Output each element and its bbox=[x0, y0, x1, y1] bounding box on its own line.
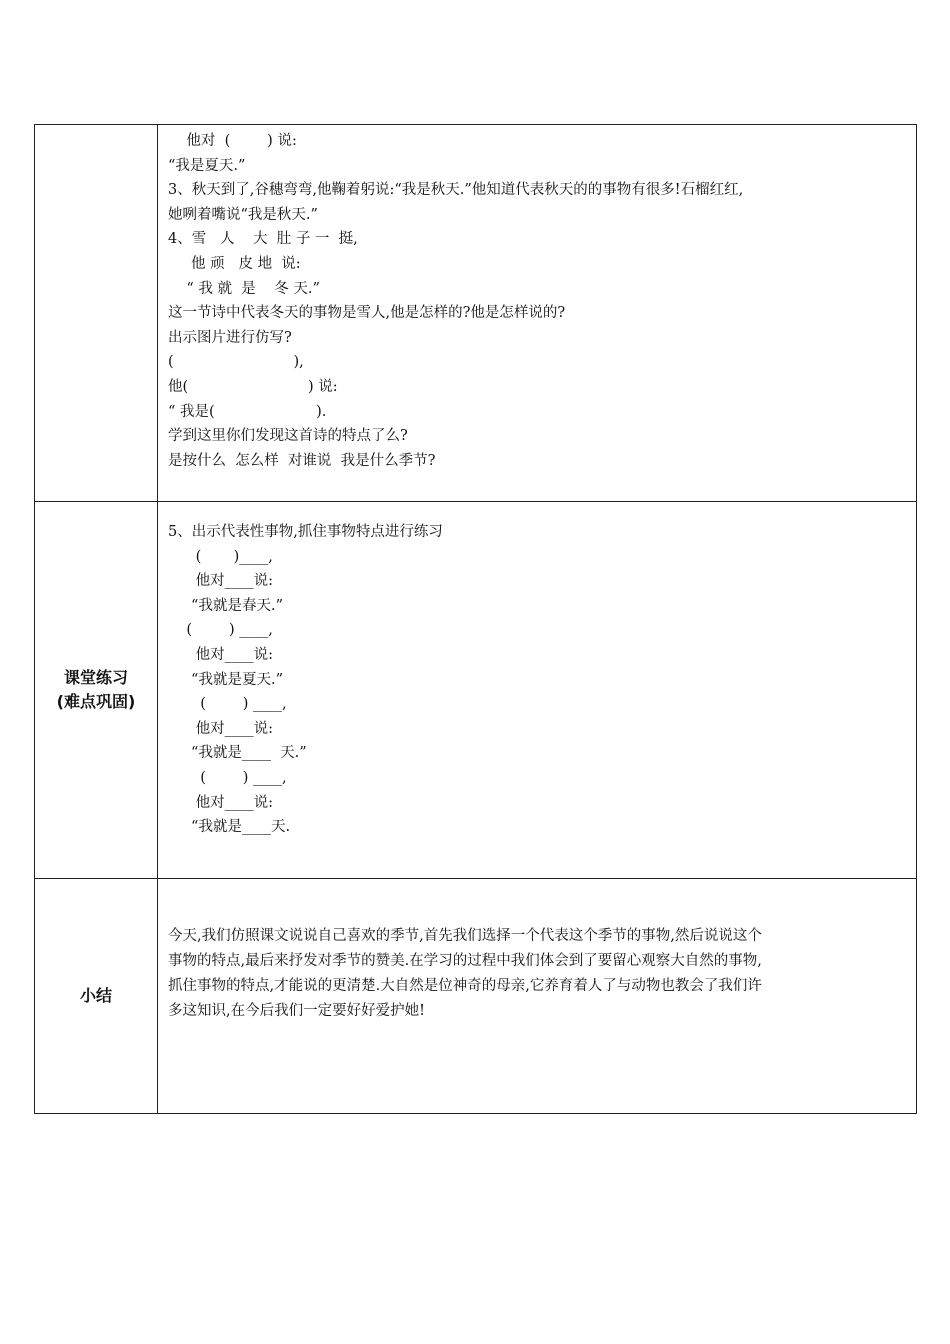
table-row bbox=[35, 125, 917, 502]
label-line: 课堂练习 bbox=[63, 668, 128, 687]
text-line: 他对 ( ) 说: bbox=[168, 133, 297, 149]
text-line: “我就是____ 天.” bbox=[168, 745, 307, 762]
text-line: 今天,我们仿照课文说说自己喜欢的季节,首先我们选择一个代表这个季节的事物,然后说说这个 bbox=[168, 928, 762, 944]
text-line: 他( ) 说: bbox=[168, 378, 338, 395]
row-label-summary: 小结 bbox=[35, 879, 158, 1114]
text-line: “我是夏天.” bbox=[168, 157, 246, 174]
text-line: 他对____说: bbox=[168, 720, 274, 737]
text-line: 他 顽 皮 地 说: bbox=[168, 255, 301, 272]
text-line: ( ) ____, bbox=[168, 622, 273, 639]
text-line: ( ), bbox=[168, 354, 304, 371]
text-line: 学到这里你们发现这首诗的特点了么? bbox=[168, 428, 408, 445]
text-line: 5、出示代表性事物,抓住事物特点进行练习 bbox=[168, 524, 443, 540]
text-line: 多这知识,在今后我们一定要好好爱护她! bbox=[168, 1003, 425, 1019]
text-line: ( ) ____, bbox=[168, 696, 287, 713]
text-line: 他对____说: bbox=[168, 573, 274, 590]
text-line: ( )____, bbox=[168, 548, 273, 565]
text-line: 他对____说: bbox=[168, 646, 274, 663]
table-row bbox=[35, 502, 917, 879]
text-line: ( ) ____, bbox=[168, 769, 287, 786]
text-line: “ 我 就 是 冬 天.” bbox=[168, 280, 320, 297]
row-label-classroom-practice bbox=[35, 502, 158, 879]
text-line: “ 我是( ). bbox=[168, 403, 327, 420]
text-line: 这一节诗中代表冬天的事物是雪人,他是怎样的?他是怎样说的? bbox=[168, 305, 566, 322]
row-label bbox=[35, 125, 158, 502]
text-line: “我就是夏天.” bbox=[168, 671, 283, 688]
text-line: 他对____说: bbox=[168, 794, 274, 811]
text-line: 4、雪 人 大 肚 子 一 挺, bbox=[168, 231, 358, 248]
text-line: 抓住事物的特点,才能说的更清楚.大自然是位神奇的母亲,它养育着人了与动物也教会了我们许 bbox=[168, 978, 762, 994]
text-line: 是按什么 怎么样 对谁说 我是什么季节? bbox=[168, 452, 436, 469]
text-line: “我就是春天.” bbox=[168, 597, 283, 614]
row-content bbox=[158, 125, 917, 502]
table-row bbox=[35, 879, 917, 1114]
label-line: (难点巩固) bbox=[56, 692, 136, 711]
row-content bbox=[158, 879, 917, 1114]
row-content bbox=[158, 502, 917, 879]
lesson-plan-table bbox=[34, 124, 917, 1114]
text-line: 她咧着嘴说“我是秋天.” bbox=[168, 206, 318, 223]
text-line: 事物的特点,最后来抒发对季节的赞美.在学习的过程中我们体会到了要留心观察大自然的事物, bbox=[168, 953, 762, 969]
text-line: 3、秋天到了,谷穗弯弯,他鞠着躬说:“我是秋天.”他知道代表秋天的的事物有很多!石榴红红, bbox=[168, 182, 744, 199]
text-line: 出示图片进行仿写? bbox=[168, 329, 292, 346]
text-line: “我就是____天. bbox=[168, 819, 291, 836]
